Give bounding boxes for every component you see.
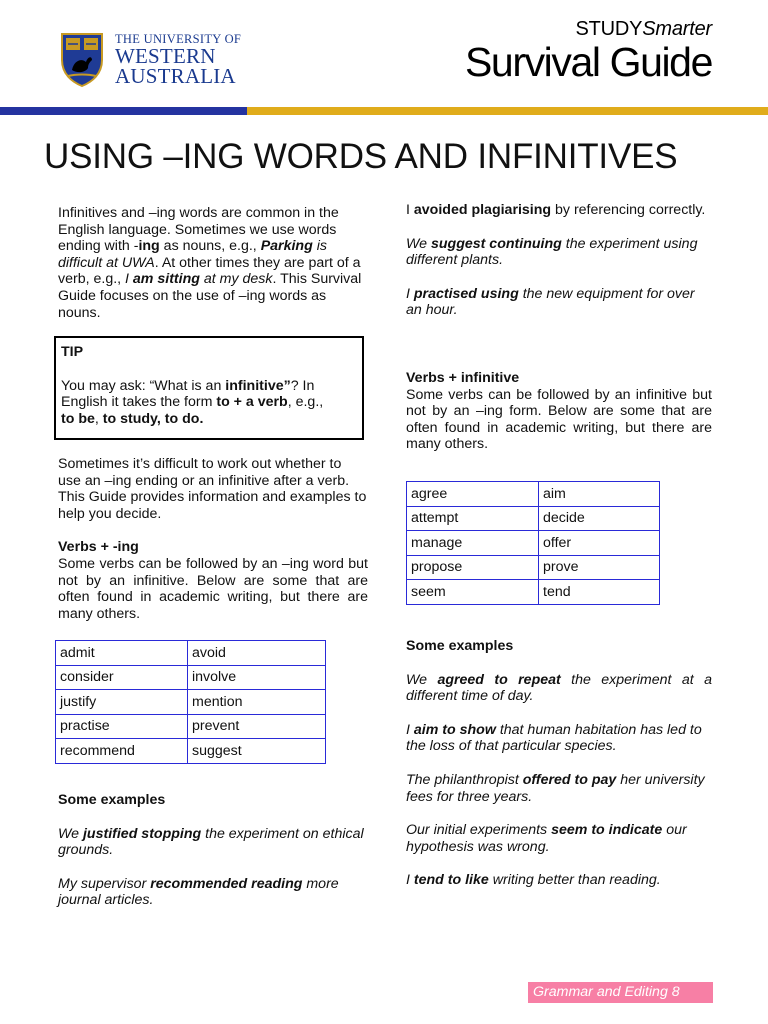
tip-text [61,378,356,428]
table-row [56,690,326,715]
table-row [56,739,326,764]
table-cell: suggest [188,739,326,764]
verbs-ing-heading: Verbs + -ing [58,539,139,556]
right-example-2 [406,236,712,269]
table-cell: consider [56,665,188,690]
tip-heading: TIP [61,344,84,360]
example-text: the experiment on ethical grounds. [58,825,364,859]
table-cell: avoid [188,641,326,666]
table-cell: prevent [188,714,326,739]
example-text: I [406,872,414,889]
tip-infinitive: infinitive” [225,377,291,394]
verbs-ing-examples [58,792,368,909]
verbs-inf-example-5 [406,872,712,889]
verbs-inf-table [406,481,660,605]
study-smarter-brand [465,18,712,84]
example-text: writing better than reading. [488,872,661,889]
table-cell: involve [188,665,326,690]
verbs-inf-heading: Verbs + infinitive [406,370,520,386]
intro-text-5: I [125,271,133,288]
tip-box [54,336,364,440]
table-cell: recommend [56,739,188,764]
table-cell: propose [407,555,539,580]
university-logo [58,30,248,90]
verbs-ing-example-1 [58,826,368,859]
table-row [56,641,326,666]
right-example-1 [406,202,712,219]
table-cell: attempt [407,506,539,531]
tip-text-3: , e.g., [287,394,324,411]
example-text: We [58,825,83,842]
example-text: We [406,235,431,252]
example-verb: recommended reading [150,875,303,892]
uwa-crest-icon [58,30,106,88]
tip-comma: , [94,410,103,427]
university-line3: AUSTRALIA [115,64,236,88]
example-text: that human habitation has led to the loss of that particular species. [406,721,702,755]
header-bar-blue [0,107,247,115]
example-verb: suggest continuing [430,235,562,252]
footer-page-label: Grammar and Editing 8 [528,982,713,1003]
study-smarter-label [465,18,712,40]
intro-text-4: . At other times they are part of a verb, e.g., [58,254,361,288]
smarter-word: Smarter [642,18,712,40]
verbs-ing-text: Some verbs can be followed by an –ing word but not by an infinitive. Below are some that are often found in academic writing, but there are many others. [58,555,368,622]
example-verb: aim to show [413,721,496,738]
table-cell: decide [539,506,660,531]
verbs-ing-example-2 [58,876,368,909]
tip-to-be: to be [61,410,95,427]
decide-section [58,456,368,622]
example-text: the experiment at a different time of day. [406,671,712,705]
example-verb: avoided plagiarising [413,202,552,218]
intro-text-1: Infinitives and –ing words are common in the English language. Sometimes we use words ending with - [58,205,339,255]
university-line2: WESTERN [115,44,216,68]
table-cell: offer [539,531,660,556]
example-text: I [406,285,414,302]
verbs-ing-table [55,640,326,764]
example-text: by referencing correctly. [551,202,706,218]
table-row [407,531,660,556]
verbs-inf-example-4 [406,822,712,855]
verbs-inf-examples-heading: Some examples [406,638,514,654]
example-verb: offered to pay [522,771,617,788]
right-example-3 [406,286,712,319]
verbs-inf-example-3 [406,772,712,805]
intro-parking: Parking [260,238,313,255]
tip-text-2: ? In English it takes the form [61,377,315,411]
example-text: Our initial experiments [406,822,552,839]
left-column [58,205,368,321]
table-cell: prove [539,555,660,580]
table-row [407,580,660,605]
example-text: We [406,671,438,688]
right-column-examples [406,202,712,319]
table-cell: aim [539,482,660,507]
verbs-inf-text: Some verbs can be followed by an infinitive but not by an –ing form. Below are some that are often found in academic writing, but there are many others. [406,386,712,453]
example-verb: agreed to repeat [437,671,561,688]
verbs-inf-examples [406,638,712,889]
example-text: I [406,721,414,738]
verbs-inf-example-1 [406,672,712,705]
example-text: more journal articles. [58,875,339,909]
table-cell: manage [407,531,539,556]
table-cell: mention [188,690,326,715]
table-cell: seem [407,580,539,605]
verbs-ing-examples-heading: Some examples [58,792,166,808]
intro-paragraph [58,205,368,321]
intro-ing: ing [138,238,160,255]
study-word: STUDY [575,18,643,40]
table-cell: tend [539,580,660,605]
verbs-inf-example-2 [406,722,712,755]
example-text: the experiment using different plants. [406,235,698,269]
verbs-inf-section [406,370,712,453]
tip-text-1: You may ask: “What is an [61,377,226,394]
table-row [407,506,660,531]
table-row [56,714,326,739]
table-cell: admit [56,641,188,666]
example-text: I [406,202,414,218]
table-row [407,482,660,507]
survival-guide-title: Survival Guide [464,39,712,85]
intro-text-2: as nouns, e.g., [159,238,261,255]
header-bar-gold [247,107,768,115]
table-row [407,555,660,580]
table-cell: practise [56,714,188,739]
university-line1: THE UNIVERSITY OF [115,32,242,46]
page-title: USING –ING WORDS AND INFINITIVES [44,137,678,176]
university-name [115,32,241,86]
decide-paragraph: Sometimes it’s difficult to work out whether to use an –ing ending or an infinitive after a verb. This Guide provides information and examples to help you decide. [58,456,367,522]
intro-text-7: . This Survival Guide focuses on the use of –ing words as nouns. [58,271,362,321]
intro-am-sitting: am sitting [132,271,200,288]
example-text: the new equipment for over an hour. [406,285,695,319]
tip-form: to + a verb [216,394,288,411]
example-text: our hypothesis was wrong. [406,822,687,855]
example-verb: seem to indicate [551,822,663,839]
example-verb: tend to like [413,872,489,889]
example-text: My supervisor [58,875,151,892]
table-cell: agree [407,482,539,507]
tip-others: to study, to do. [102,410,204,427]
example-verb: practised using [413,285,519,302]
intro-text-3: is difficult at UWA [58,238,327,271]
example-text: her university fees for three years. [406,771,705,805]
table-row [56,665,326,690]
table-cell: justify [56,690,188,715]
example-text: The philanthropist [406,771,523,788]
example-verb: justified stopping [82,825,202,842]
intro-text-6: at my desk [199,271,273,288]
